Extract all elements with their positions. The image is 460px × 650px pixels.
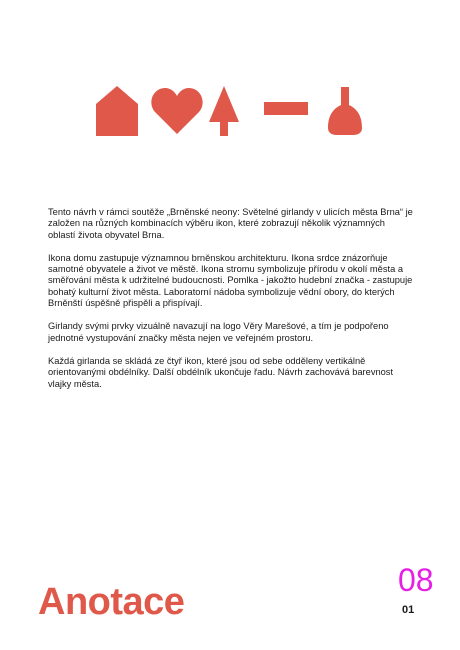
page-number: 08 — [398, 562, 434, 598]
annotation-text — [48, 207, 414, 402]
house-icon — [94, 84, 140, 138]
paragraph: Girlandy svými prvky vizuálně navazují na logo Věry Marešové, a tím je podpořeno jednotné vystupování značky města nejen ve veřejném prostoru. — [48, 321, 389, 343]
icon-row — [92, 84, 362, 138]
flask-icon — [328, 84, 362, 138]
tree-crown — [209, 86, 239, 122]
house-shape — [96, 86, 138, 136]
heart-icon — [150, 84, 204, 138]
note-icon — [264, 84, 310, 138]
paragraph: Ikona domu zastupuje významnou brněnskou architekturu. Ikona srdce znázorňuje samotné obyvatele a život ve městě. Ikona stromu symbolizuje přírodu v okolí města a směřování města k udržitelné budoucnosti. Pomlka - jakožto hudební značka - zastupuje bohatý kulturní život města. Laboratorní nádoba symbolizuje vědní obory, do kterých Brněnští úspěšně přispěli a přispívají. — [48, 252, 413, 309]
flask-shape — [328, 87, 362, 135]
page-title: Anotace — [38, 581, 185, 623]
tree-icon — [208, 84, 240, 138]
paragraph: Každá girlanda se skládá ze čtyř ikon, které jsou od sebe odděleny vertikálně orientovanými obdélníky. Další obdélník ukončuje řadu. Návrh zachovává barevnost vlajky města. — [48, 355, 394, 389]
tree-trunk — [220, 120, 228, 136]
note-bar — [264, 102, 308, 115]
paragraph: Tento návrh v rámci soutěže „Brněnské neony: Světelné girlandy v ulicích města Brna“ je založen na různých kombinacích výběru ikon, které zobrazují několik významných oblastí života obyvatel Brna. — [48, 207, 413, 240]
section-number: 01 — [402, 604, 415, 616]
heart-shape — [151, 88, 202, 134]
